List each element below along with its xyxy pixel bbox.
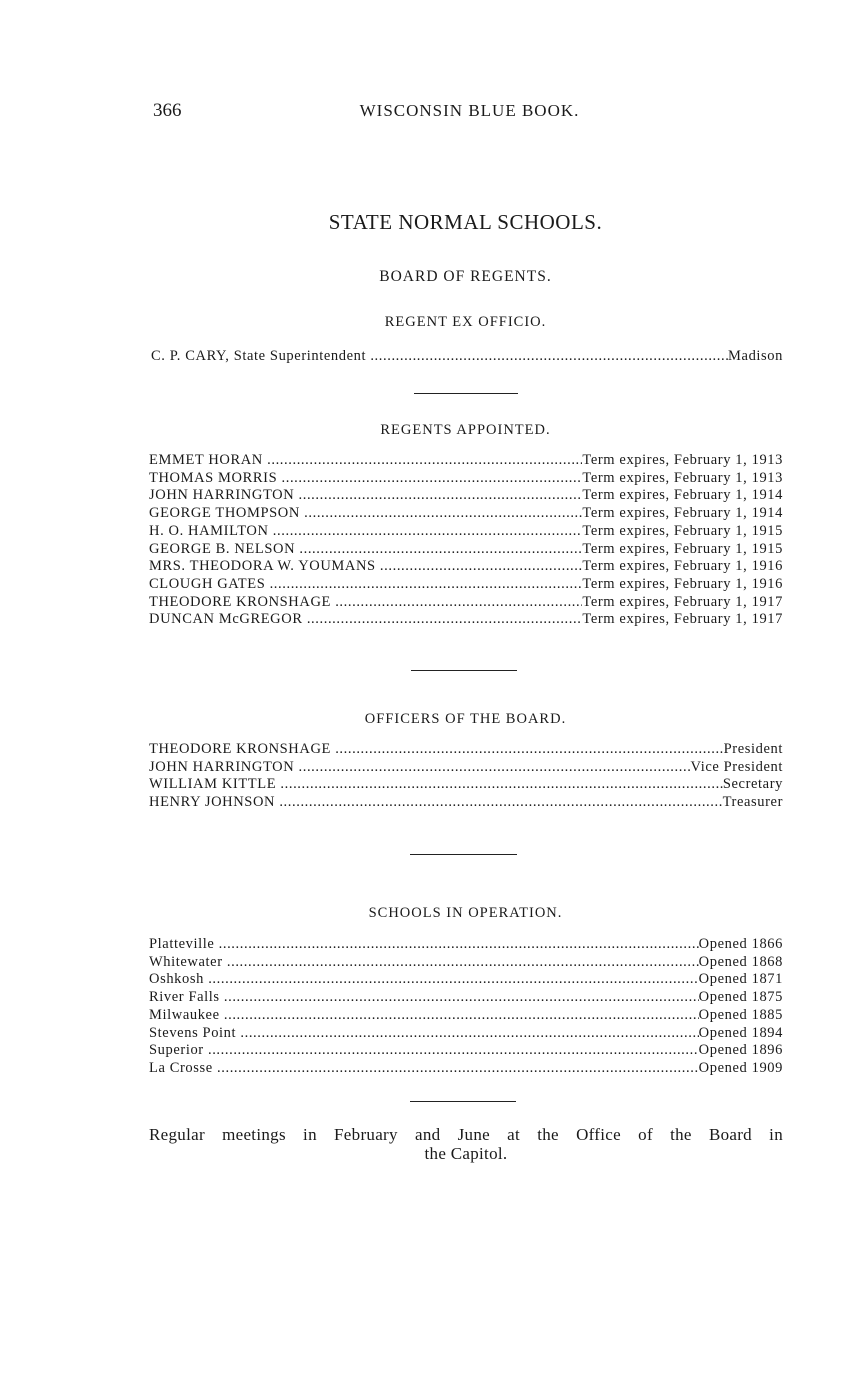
appointed-list bbox=[149, 452, 783, 629]
school-row bbox=[149, 936, 783, 954]
officer-row-role: Vice President bbox=[690, 758, 783, 775]
school-row-opened: Opened 1866 bbox=[698, 936, 783, 952]
officer-row-name: JOHN HARRINGTON ..... bbox=[149, 759, 691, 777]
divider bbox=[414, 393, 518, 394]
regent-row-name: THEODORE KRONSHAGE ..... bbox=[149, 594, 582, 612]
regent-row-name: GEORGE B. NELSON ..... bbox=[149, 541, 582, 559]
ex-officio-row bbox=[151, 348, 783, 366]
school-row-name: Whitewater ..... bbox=[149, 954, 699, 972]
officer-row-name: WILLIAM KITTLE ..... bbox=[149, 776, 723, 794]
officer-row bbox=[149, 776, 783, 794]
school-row-name: Oshkosh ..... bbox=[149, 971, 699, 989]
school-row-name: River Falls ..... bbox=[149, 989, 699, 1007]
section-title: STATE NORMAL SCHOOLS. bbox=[328, 210, 603, 234]
regent-row-name: JOHN HARRINGTON ..... bbox=[149, 487, 582, 505]
running-title: WISCONSIN BLUE BOOK. bbox=[359, 101, 580, 120]
school-row-opened: Opened 1909 bbox=[698, 1059, 783, 1076]
regent-row-name: H. O. HAMILTON ..... bbox=[149, 523, 582, 541]
school-row-opened: Opened 1871 bbox=[698, 971, 783, 988]
regent-row bbox=[149, 541, 783, 559]
regent-row-term: Term expires, February 1, 1917 bbox=[582, 611, 783, 628]
regent-row-name: GEORGE THOMPSON ..... bbox=[149, 505, 582, 523]
meeting-note bbox=[149, 1125, 783, 1163]
regent-row-term: Term expires, February 1, 1915 bbox=[582, 522, 783, 539]
school-row bbox=[149, 1007, 783, 1025]
school-row-opened: Opened 1885 bbox=[698, 1006, 783, 1023]
meeting-note-line-1: Regular meetings in February and June at the Office of the Board in bbox=[149, 1125, 783, 1144]
school-row bbox=[149, 971, 783, 989]
regent-row bbox=[149, 558, 783, 576]
school-row-opened: Opened 1894 bbox=[698, 1024, 783, 1041]
schools-heading: SCHOOLS IN OPERATION. bbox=[368, 905, 563, 921]
meeting-note-line-2: the Capitol. bbox=[424, 1144, 508, 1163]
school-row bbox=[149, 989, 783, 1007]
divider bbox=[411, 670, 517, 671]
regent-row-name: CLOUGH GATES ..... bbox=[149, 576, 582, 594]
ex-officio-place: Madison bbox=[728, 348, 783, 364]
regent-row-term: Term expires, February 1, 1916 bbox=[582, 558, 783, 575]
regent-row-term: Term expires, February 1, 1915 bbox=[582, 540, 783, 557]
school-row-opened: Opened 1875 bbox=[698, 989, 783, 1006]
regent-row-term: Term expires, February 1, 1913 bbox=[582, 469, 783, 486]
school-row bbox=[149, 954, 783, 972]
page-number: 366 bbox=[153, 100, 182, 121]
schools-list bbox=[149, 936, 783, 1078]
board-heading: BOARD OF REGENTS. bbox=[379, 268, 552, 285]
officer-row-role: President bbox=[723, 741, 783, 757]
regent-row-name: EMMET HORAN ..... bbox=[149, 452, 582, 470]
appointed-heading: REGENTS APPOINTED. bbox=[380, 422, 551, 438]
regent-row-name: MRS. THEODORA W. YOUMANS ..... bbox=[149, 558, 582, 576]
school-row bbox=[149, 1042, 783, 1060]
regent-row bbox=[149, 452, 783, 470]
officers-heading: OFFICERS OF THE BOARD. bbox=[364, 711, 567, 727]
divider bbox=[410, 1101, 516, 1102]
regent-row-name: THOMAS MORRIS ..... bbox=[149, 470, 582, 488]
regent-row bbox=[149, 611, 783, 629]
regent-row-term: Term expires, February 1, 1914 bbox=[582, 487, 783, 504]
regent-row-term: Term expires, February 1, 1913 bbox=[582, 452, 783, 468]
school-row-name: Superior ..... bbox=[149, 1042, 699, 1060]
regent-row-term: Term expires, February 1, 1914 bbox=[582, 505, 783, 522]
regent-row bbox=[149, 505, 783, 523]
officer-row-role: Secretary bbox=[722, 776, 783, 793]
officer-row bbox=[149, 741, 783, 759]
divider bbox=[410, 854, 517, 855]
regent-row-name: DUNCAN McGREGOR ..... bbox=[149, 611, 582, 629]
ex-officio-heading: REGENT EX OFFICIO. bbox=[384, 314, 547, 330]
officer-row bbox=[149, 794, 783, 812]
school-row-name: Stevens Point ..... bbox=[149, 1025, 699, 1043]
school-row-name: Platteville ..... bbox=[149, 936, 699, 954]
regent-row bbox=[149, 487, 783, 505]
regent-row bbox=[149, 576, 783, 594]
regent-row bbox=[149, 470, 783, 488]
school-row-name: La Crosse ..... bbox=[149, 1060, 699, 1078]
regent-row-term: Term expires, February 1, 1917 bbox=[582, 593, 783, 610]
officer-row-name: THEODORE KRONSHAGE ..... bbox=[149, 741, 724, 759]
school-row-opened: Opened 1896 bbox=[698, 1042, 783, 1059]
officer-row-name: HENRY JOHNSON ..... bbox=[149, 794, 723, 812]
ex-officio-list bbox=[151, 348, 783, 366]
regent-row-term: Term expires, February 1, 1916 bbox=[582, 575, 783, 592]
school-row-name: Milwaukee ..... bbox=[149, 1007, 699, 1025]
officer-row bbox=[149, 759, 783, 777]
officer-row-role: Treasurer bbox=[722, 794, 783, 811]
ex-officio-name: C. P. CARY, State Superintendent ..... bbox=[151, 348, 728, 366]
regent-row bbox=[149, 594, 783, 612]
school-row bbox=[149, 1025, 783, 1043]
regent-row bbox=[149, 523, 783, 541]
school-row-opened: Opened 1868 bbox=[698, 953, 783, 970]
officers-list bbox=[149, 741, 783, 812]
school-row bbox=[149, 1060, 783, 1078]
